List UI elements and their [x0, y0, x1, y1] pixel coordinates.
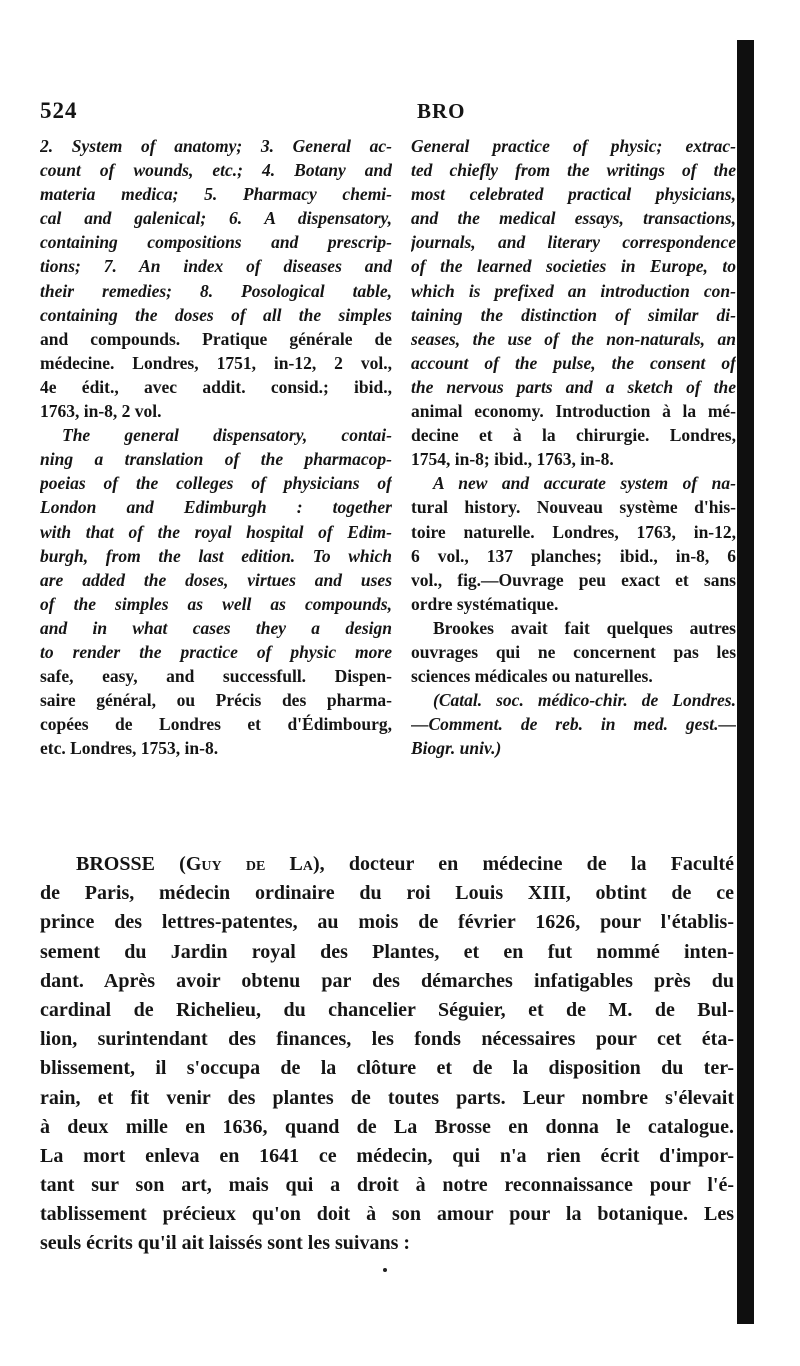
text-line: etc. Londres, 1753, in-8. [40, 738, 219, 759]
page-number: 524 [40, 98, 78, 123]
text-line: count of wounds, etc.; 4. Botany and [40, 160, 392, 181]
text-line: the nervous parts and a sketch of the [411, 376, 736, 397]
entry-first-line [40, 850, 734, 879]
text-line: The general dispensatory, contai- [62, 425, 392, 446]
text-line: most celebrated practical physicians, [411, 184, 736, 205]
text-line: 6 vol., 137 planches; ibid., in-8, 6 [411, 545, 736, 566]
text-line: of the simples as well as compounds, [40, 593, 392, 614]
text-line: ning a translation of the pharmacop- [40, 449, 392, 470]
text-line: and compounds. Pratique générale de [40, 328, 392, 349]
text-line: médecine. Londres, 1751, in-12, 2 vol., [40, 352, 392, 373]
text-line: tions; 7. An index of diseases and [40, 256, 392, 277]
right-column [411, 134, 736, 760]
text-line: General practice of physic; extrac- [411, 136, 736, 156]
left-column [40, 134, 392, 760]
text-line: tural history. Nouveau système d'his- [411, 497, 736, 518]
text-line: burgh, from the last edition. To which [40, 545, 392, 566]
entry-headword: BROSSE [76, 853, 155, 875]
text-line: with that of the royal hospital of Edim- [40, 521, 392, 542]
text-line: 1763, in-8, 2 vol. [40, 401, 162, 422]
text-line: toire naturelle. Londres, 1763, in-12, [411, 521, 736, 542]
text-line: tablissement précieux qu'on doit à son amour pour la botanique. Les [40, 1203, 734, 1226]
text-line: containing the doses of all the simples [40, 304, 392, 325]
two-column-section [40, 134, 736, 834]
text-line: seuls écrits qu'il ait laissés sont les suivans : [40, 1232, 411, 1255]
text-line: cardinal de Richelieu, du chancelier Séguier, et de M. de Bul- [40, 998, 734, 1021]
text-line: saire général, ou Précis des pharma- [40, 690, 392, 711]
text-line: taining the distinction of similar di- [411, 304, 736, 325]
text-line: rain, et fit venir des plantes de toutes parts. Leur nombre s'élevait [40, 1086, 734, 1109]
text-line: ordre systématique. [411, 593, 559, 614]
text-line: dant. Après avoir obtenu par des démarches infatigables près du [40, 969, 734, 992]
text-line: which is prefixed an introduction con- [411, 280, 736, 301]
text-line: , docteur en médecine de la Faculté [319, 853, 734, 875]
text-line: 4e édit., avec addit. consid.; ibid., [40, 376, 392, 397]
text-line: materia medica; 5. Pharmacy chemi- [40, 184, 392, 205]
text-line: La mort enleva en 1641 ce médecin, qui n'a rien écrit d'impor- [40, 1144, 734, 1167]
text-line: and in what cases they a design [40, 617, 392, 638]
text-line: seases, the use of the non-naturals, an [411, 328, 736, 349]
text-line: à deux mille en 1636, quand de La Brosse en donna le catalogue. [40, 1115, 734, 1138]
text-line: ted chiefly from the writings of the [411, 160, 736, 181]
biography-entry [40, 850, 734, 1259]
text-line: London and Edimburgh : together [40, 497, 392, 518]
text-line: Biogr. univ.) [411, 738, 502, 759]
text-line: poeias of the colleges of physicians of [40, 473, 392, 494]
running-head [40, 98, 730, 130]
text-line: de Paris, médecin ordinaire du roi Louis XIII, obtint de ce [40, 882, 734, 905]
text-line: 2. System of anatomy; 3. General ac- [40, 136, 392, 156]
text-line: lion, surintendant des finances, les fonds nécessaires pour cet éta- [40, 1028, 734, 1051]
text-line: animal economy. Introduction à la mé- [411, 401, 736, 422]
text-line: sciences médicales ou naturelles. [411, 666, 653, 687]
text-line: cal and galenical; 6. A dispensatory, [40, 208, 392, 229]
text-line: account of the pulse, the consent of [411, 352, 736, 373]
text-line: are added the doses, virtues and uses [40, 569, 392, 590]
text-line: Brookes avait fait quelques autres [433, 617, 736, 638]
page-edge-shadow [737, 40, 754, 1324]
text-line: blissement, il s'occupa de la clôture et de la disposition du ter- [40, 1057, 734, 1080]
running-title: BRO [417, 99, 466, 123]
text-line: copées de Londres et d'Édimbourg, [40, 714, 392, 735]
text-line: safe, easy, and successfull. Dispen- [40, 666, 392, 687]
text-line: (Catal. soc. médico-chir. de Londres. [433, 690, 736, 711]
text-line: decine et à la chirurgie. Londres, [411, 425, 736, 446]
text-line: to render the practice of physic more [40, 641, 392, 662]
text-line: —Comment. de reb. in med. gest.— [411, 714, 736, 735]
text-line: their remedies; 8. Posological table, [40, 280, 392, 301]
text-line: sement du Jardin royal des Plantes, et en fut nommé inten- [40, 940, 734, 963]
stray-ink-mark [383, 1268, 387, 1272]
text-line: journals, and literary correspondence [411, 232, 736, 253]
text-line: prince des lettres-patentes, au mois de février 1626, pour l'établis- [40, 911, 734, 934]
entry-headword-suffix: (Guy de La) [179, 853, 320, 875]
text-line: and the medical essays, transactions, [411, 208, 736, 229]
text-line: 1754, in-8; ibid., 1763, in-8. [411, 449, 614, 470]
text-line: ouvrages qui ne concernent pas les [411, 641, 736, 662]
text-line: vol., fig.—Ouvrage peu exact et sans [411, 569, 736, 590]
text-line: tant sur son art, mais qui a droit à notre reconnaissance pour l'é- [40, 1174, 734, 1197]
text-line: containing compositions and prescrip- [40, 232, 392, 253]
text-line: A new and accurate system of na- [433, 473, 736, 494]
text-line: of the learned societies in Europe, to [411, 256, 736, 277]
